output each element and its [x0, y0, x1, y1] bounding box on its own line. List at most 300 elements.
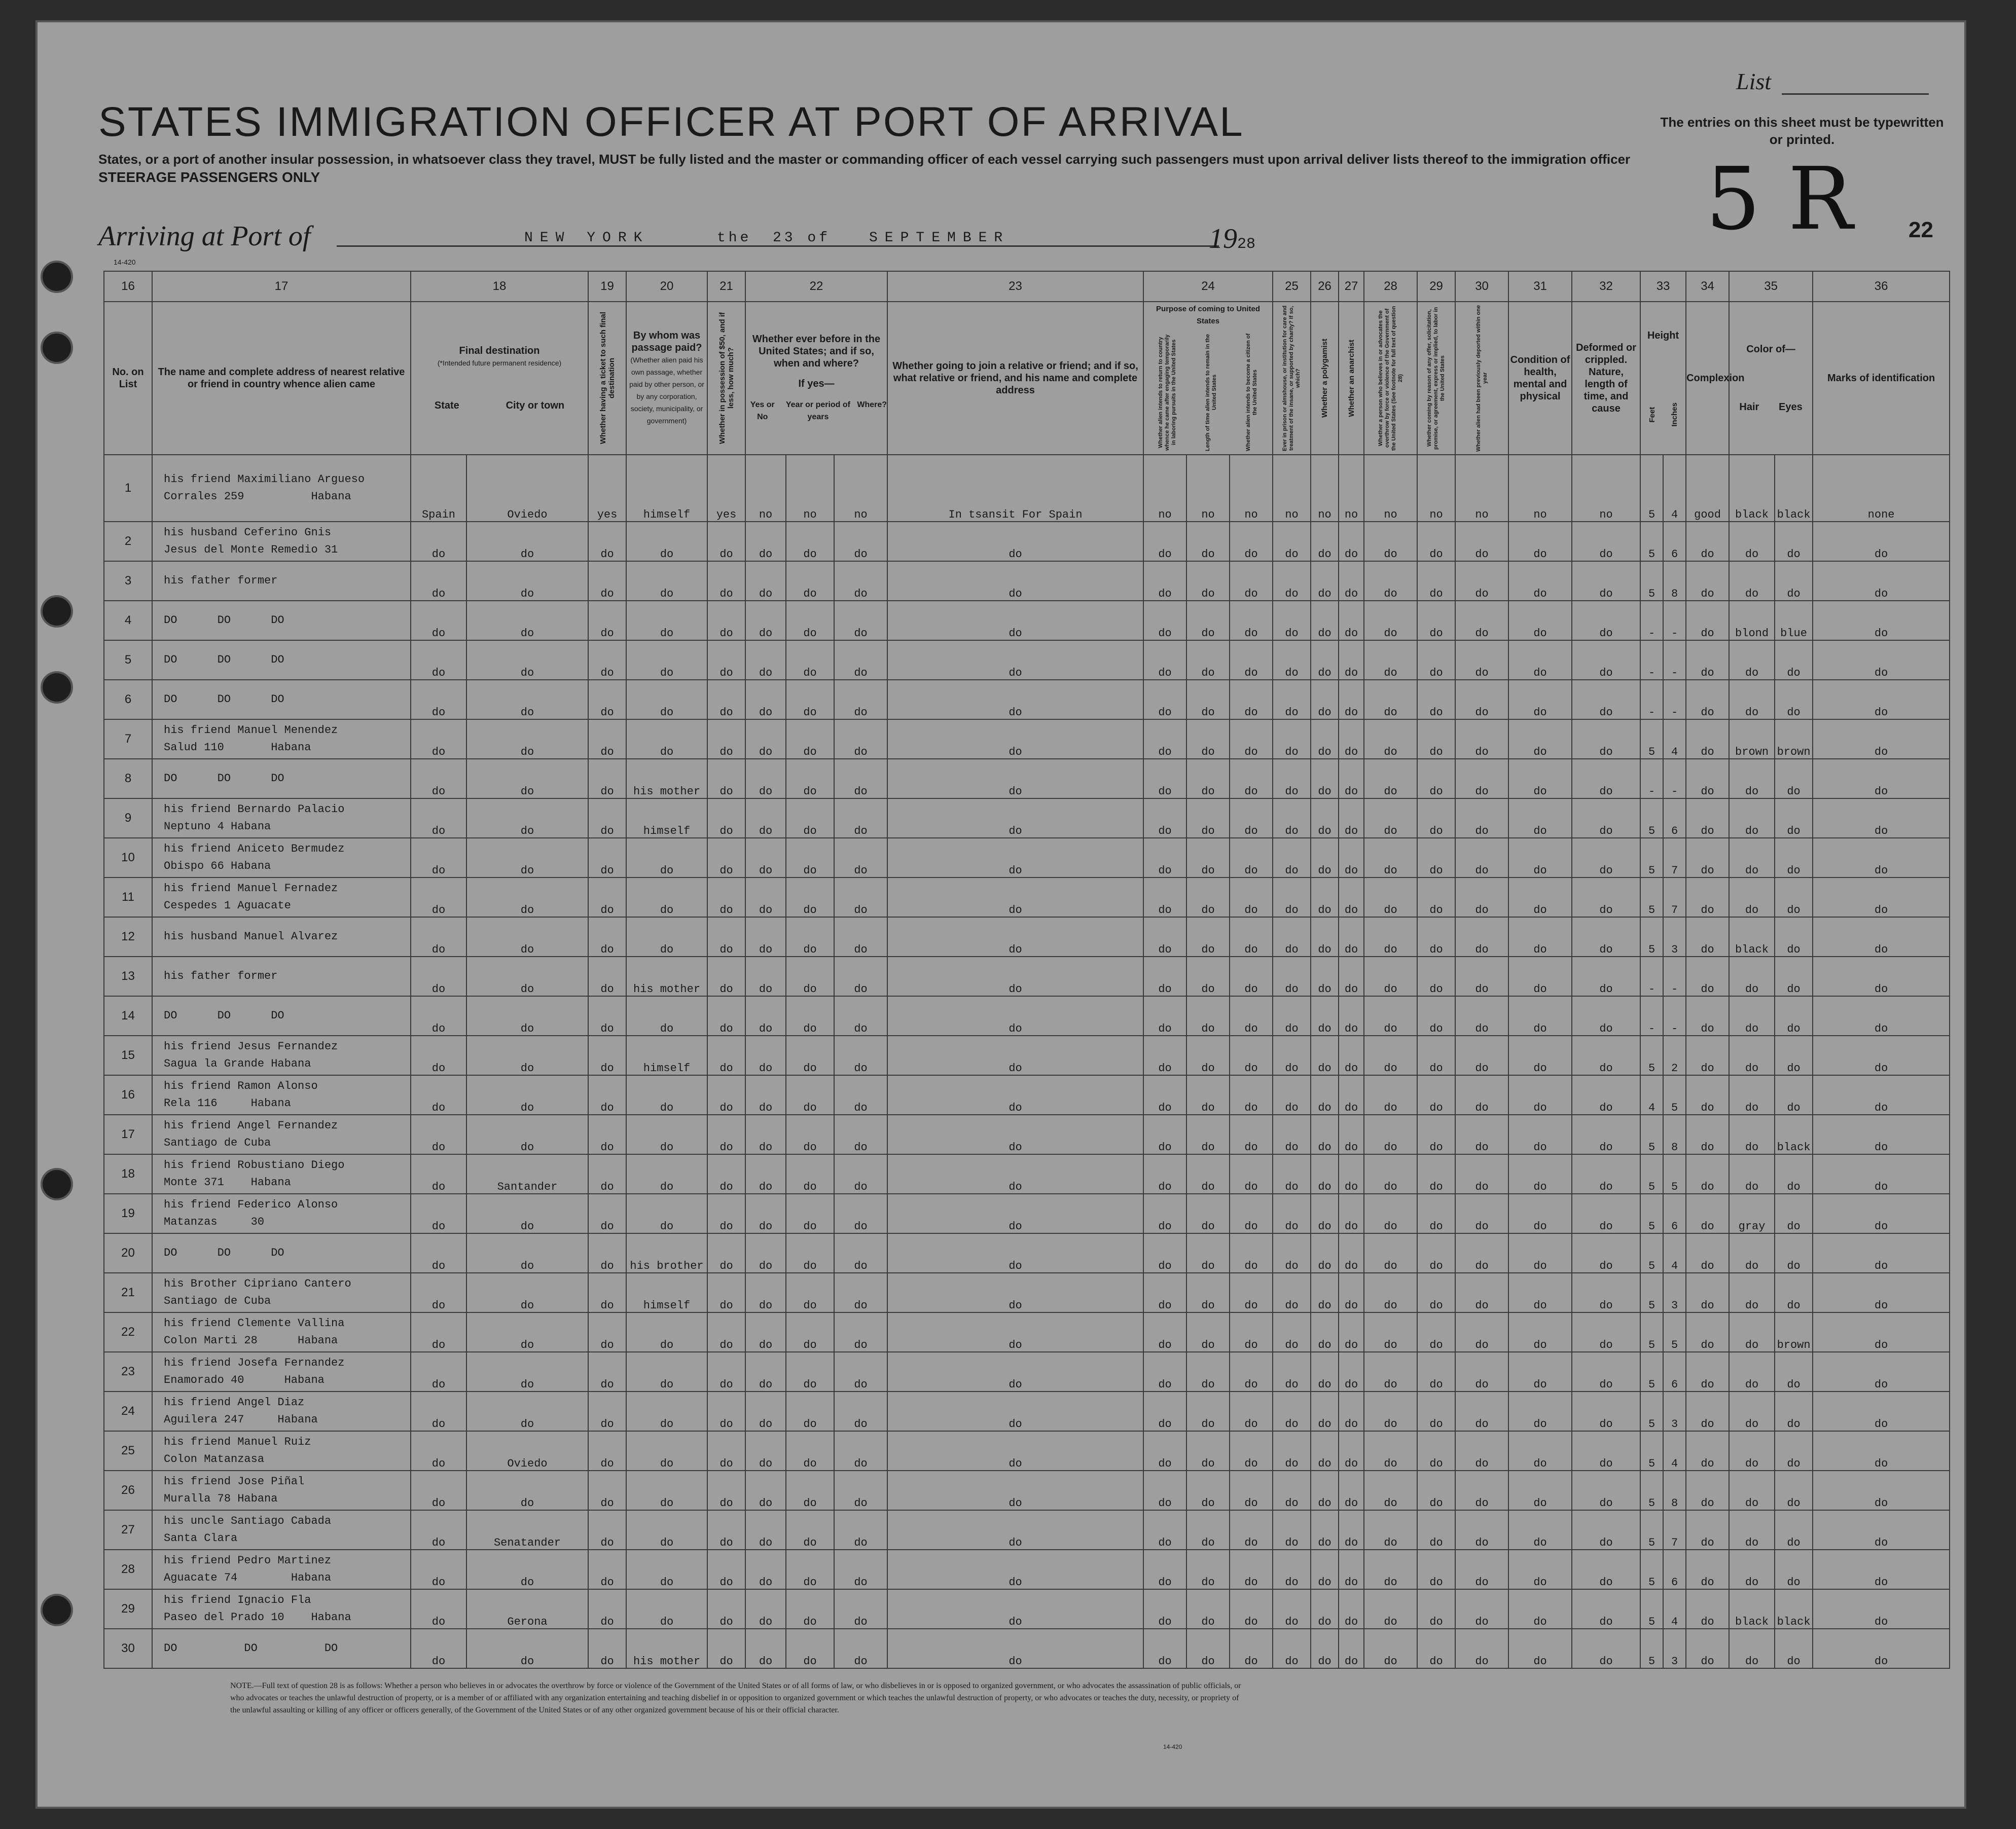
cell-hair: do: [1729, 877, 1775, 917]
column-header-row: [104, 302, 1950, 455]
cell-complexion: do: [1686, 1352, 1729, 1392]
cell-period: no: [786, 455, 834, 522]
cell-marks: do: [1813, 1471, 1950, 1510]
cell-q27: do: [1339, 680, 1364, 719]
cell-q29: no: [1417, 455, 1455, 522]
relative-name: his friend Bernardo Palacio: [164, 803, 345, 816]
cell-paid: do: [626, 1471, 707, 1510]
cell-complexion: good: [1686, 455, 1729, 522]
cell-pa: do: [1143, 1352, 1186, 1392]
cell-period: do: [786, 759, 834, 798]
cell-paid: do: [626, 917, 707, 957]
inches-label: Inches: [1670, 403, 1679, 427]
relative-name: his Brother Cipriano Cantero: [164, 1277, 351, 1290]
cell-poss: do: [707, 1392, 745, 1431]
cell-where: do: [834, 1036, 887, 1075]
cell-ticket: do: [588, 1550, 626, 1589]
cell-yn: do: [745, 1115, 786, 1154]
cell-hair: do: [1729, 522, 1775, 561]
cell-q28: no: [1364, 455, 1417, 522]
cell-q27: do: [1339, 1312, 1364, 1352]
cell-poss: do: [707, 1471, 745, 1510]
row-number: 15: [104, 1036, 152, 1075]
cell-q26: do: [1311, 1431, 1339, 1471]
cell-q25: do: [1273, 1154, 1311, 1194]
cell-period: do: [786, 1431, 834, 1471]
cell-period: do: [786, 1471, 834, 1510]
cell-health: do: [1508, 1036, 1572, 1075]
cell-q27: no: [1339, 455, 1364, 522]
cell-deformed: do: [1572, 1036, 1640, 1075]
cell-city: do: [466, 838, 588, 877]
cell-where: no: [834, 455, 887, 522]
cell-hair: do: [1729, 759, 1775, 798]
cell-marks: do: [1813, 957, 1950, 996]
cell-q27: do: [1339, 957, 1364, 996]
cell-health: do: [1508, 1471, 1572, 1510]
relative-address: Sagua la Grande Habana: [164, 1057, 311, 1070]
cell-inches: 8: [1663, 1471, 1686, 1510]
manifest-row: [104, 759, 1950, 798]
header-purpose: [1143, 302, 1273, 455]
cell-period: do: [786, 1352, 834, 1392]
cell-deformed: do: [1572, 1273, 1640, 1312]
cell-inches: 4: [1663, 455, 1686, 522]
cell-q26: do: [1311, 1629, 1339, 1668]
cell-q28: do: [1364, 1431, 1417, 1471]
cell-q30: do: [1455, 561, 1508, 601]
cell-pc: do: [1230, 1392, 1273, 1431]
cell-pc: do: [1230, 640, 1273, 680]
cell-pb: do: [1186, 1312, 1230, 1352]
cell-pb: do: [1186, 1194, 1230, 1233]
eyes-label: Eyes: [1779, 401, 1803, 413]
row-number: 30: [104, 1629, 152, 1668]
cell-deformed: do: [1572, 1431, 1640, 1471]
cell-where: do: [834, 1115, 887, 1154]
cell-joining: do: [887, 719, 1143, 759]
cell-ticket: do: [588, 1075, 626, 1115]
cell-q28: do: [1364, 1036, 1417, 1075]
row-number: 21: [104, 1273, 152, 1312]
cell-pb: do: [1186, 719, 1230, 759]
row-number: 13: [104, 957, 152, 996]
cell-where: do: [834, 798, 887, 838]
cell-yn: do: [745, 719, 786, 759]
cell-ticket: do: [588, 719, 626, 759]
cell-q27: do: [1339, 640, 1364, 680]
cell-marks: do: [1813, 996, 1950, 1036]
cell-complexion: do: [1686, 1154, 1729, 1194]
cell-pc: do: [1230, 1550, 1273, 1589]
cell-eyes: do: [1775, 1550, 1813, 1589]
cell-pa: do: [1143, 759, 1186, 798]
cell-yn: do: [745, 1273, 786, 1312]
cell-pb: do: [1186, 1154, 1230, 1194]
cell-feet: 5: [1640, 1510, 1663, 1550]
cell-pb: do: [1186, 877, 1230, 917]
cell-period: do: [786, 1312, 834, 1352]
cell-q28: do: [1364, 1312, 1417, 1352]
cell-eyes: do: [1775, 1431, 1813, 1471]
relative-cell: [152, 759, 411, 798]
cell-deformed: do: [1572, 1075, 1640, 1115]
cell-ticket: do: [588, 838, 626, 877]
cell-where: do: [834, 996, 887, 1036]
cell-inches: 6: [1663, 522, 1686, 561]
cell-joining: do: [887, 1036, 1143, 1075]
cell-q26: do: [1311, 1392, 1339, 1431]
cell-state: do: [411, 1392, 466, 1431]
cell-q25: do: [1273, 1589, 1311, 1629]
cell-deformed: do: [1572, 1589, 1640, 1629]
cell-q27: do: [1339, 601, 1364, 640]
cell-pa: do: [1143, 1629, 1186, 1668]
cell-where: do: [834, 1431, 887, 1471]
cell-paid: do: [626, 1550, 707, 1589]
row-number: 29: [104, 1589, 152, 1629]
cell-q25: do: [1273, 1036, 1311, 1075]
col-num: 32: [1572, 271, 1640, 302]
cell-q25: do: [1273, 1471, 1311, 1510]
cell-feet: -: [1640, 601, 1663, 640]
handwritten-list-number: 5 R: [1706, 149, 1853, 249]
cell-q28: do: [1364, 838, 1417, 877]
cell-where: do: [834, 1471, 887, 1510]
cell-hair: do: [1729, 1510, 1775, 1550]
cell-joining: do: [887, 1471, 1143, 1510]
cell-q29: do: [1417, 1589, 1455, 1629]
relative-cell: [152, 1075, 411, 1115]
relative-cell: [152, 1036, 411, 1075]
cell-q27: do: [1339, 1273, 1364, 1312]
cell-ticket: do: [588, 1036, 626, 1075]
cell-q29: do: [1417, 957, 1455, 996]
cell-city: Oviedo: [466, 455, 588, 522]
cell-q28: do: [1364, 759, 1417, 798]
relative-name: his friend Manuel Ruiz: [164, 1436, 311, 1448]
cell-pc: do: [1230, 877, 1273, 917]
cell-eyes: do: [1775, 917, 1813, 957]
binder-hole: [41, 332, 73, 364]
cell-q25: do: [1273, 719, 1311, 759]
cell-q27: do: [1339, 1154, 1364, 1194]
cell-marks: do: [1813, 1194, 1950, 1233]
cell-pa: do: [1143, 680, 1186, 719]
cell-q27: do: [1339, 1431, 1364, 1471]
cell-complexion: do: [1686, 1273, 1729, 1312]
cell-yn: do: [745, 1036, 786, 1075]
cell-feet: 5: [1640, 917, 1663, 957]
header-ticket: Whether having a ticket to such final destination: [598, 312, 616, 445]
cell-q30: do: [1455, 917, 1508, 957]
binder-hole: [41, 261, 73, 293]
col-num: 26: [1311, 271, 1339, 302]
relative-cell: [152, 455, 411, 522]
cell-city: do: [466, 1194, 588, 1233]
cell-pa: do: [1143, 957, 1186, 996]
cell-q28: do: [1364, 877, 1417, 917]
cell-period: do: [786, 1392, 834, 1431]
cell-marks: do: [1813, 759, 1950, 798]
relative-address: Monte 371 Habana: [164, 1176, 291, 1189]
cell-marks: do: [1813, 1352, 1950, 1392]
relative-address: Aguilera 247 Habana: [164, 1413, 318, 1426]
manifest-row: [104, 1629, 1950, 1668]
cell-q30: do: [1455, 838, 1508, 877]
cell-period: do: [786, 561, 834, 601]
cell-feet: 5: [1640, 1154, 1663, 1194]
cell-pa: do: [1143, 1550, 1186, 1589]
col-num: 33: [1640, 271, 1686, 302]
manifest-row: [104, 1471, 1950, 1510]
cell-joining: do: [887, 1194, 1143, 1233]
cell-pa: do: [1143, 798, 1186, 838]
column-number-row: [104, 271, 1950, 302]
cell-q26: do: [1311, 838, 1339, 877]
cell-q29: do: [1417, 1036, 1455, 1075]
cell-paid: himself: [626, 1273, 707, 1312]
cell-complexion: do: [1686, 1194, 1729, 1233]
cell-q25: do: [1273, 957, 1311, 996]
cell-pb: do: [1186, 1233, 1230, 1273]
cell-inches: -: [1663, 640, 1686, 680]
relative-name: his friend Clemente Vallina: [164, 1317, 345, 1330]
cell-q26: do: [1311, 1273, 1339, 1312]
cell-q25: do: [1273, 996, 1311, 1036]
cell-period: do: [786, 1194, 834, 1233]
cell-q25: do: [1273, 1312, 1311, 1352]
cell-deformed: do: [1572, 1115, 1640, 1154]
cell-deformed: do: [1572, 561, 1640, 601]
cell-yn: do: [745, 759, 786, 798]
row-number: 10: [104, 838, 152, 877]
city-label: City or town: [506, 400, 565, 411]
port-value: NEW YORK: [524, 230, 650, 246]
cell-period: do: [786, 917, 834, 957]
row-number: 11: [104, 877, 152, 917]
cell-paid: do: [626, 877, 707, 917]
manifest-row: [104, 1550, 1950, 1589]
relative-address: Salud 110 Habana: [164, 741, 311, 754]
cell-q29: do: [1417, 759, 1455, 798]
cell-q26: do: [1311, 1471, 1339, 1510]
cell-feet: 5: [1640, 798, 1663, 838]
cell-feet: -: [1640, 759, 1663, 798]
cell-q27: do: [1339, 1352, 1364, 1392]
cell-paid: do: [626, 1312, 707, 1352]
footnote-text: —Full text of question 28 is as follows: Whether a person who believes in or advocates the overthrow by force or violence of the Government of the United States or of all forms of law, or who disbelieves in or is opposed to organized government, or who advocates the assassination of public officials, or who advocates or teaches the unlawful destruction of property, or is a member of or affiliated with any organization entertaining and teaching disbelief in or opposition to organized government or which teaches the unlawful destruction of property, or who advocates or teaches the duty, necessity, or propriety of the unlawful assaulting or killing of any officer or officers generally, of the Government of the United States or of any other organized government because of his or their official character.: [230, 1681, 1241, 1714]
relative-address: Jesus del Monte Remedio 31: [164, 543, 338, 556]
cell-pa: do: [1143, 1075, 1186, 1115]
cell-ticket: do: [588, 917, 626, 957]
form-instructions: States, or a port of another insular possession, in whatsoever class they travel, MUST be fully listed and the master or commanding officer of each vessel carrying such passengers must upon arrival deliver lists thereof to the immigration officer: [98, 152, 1631, 167]
cell-paid: himself: [626, 798, 707, 838]
cell-hair: gray: [1729, 1194, 1775, 1233]
cell-joining: do: [887, 1629, 1143, 1668]
manifest-row: [104, 719, 1950, 759]
binder-hole: [41, 595, 73, 628]
cell-inches: 5: [1663, 1154, 1686, 1194]
cell-pc: do: [1230, 680, 1273, 719]
cell-q30: do: [1455, 1510, 1508, 1550]
cell-city: Santander: [466, 1154, 588, 1194]
cell-q30: do: [1455, 1431, 1508, 1471]
cell-where: do: [834, 1352, 887, 1392]
relative-name: DO DO DO: [164, 693, 284, 706]
cell-q30: do: [1455, 957, 1508, 996]
cell-eyes: do: [1775, 798, 1813, 838]
cell-q29: do: [1417, 601, 1455, 640]
col-num: 25: [1273, 271, 1311, 302]
cell-q26: do: [1311, 1154, 1339, 1194]
cell-feet: -: [1640, 640, 1663, 680]
cell-q25: do: [1273, 1392, 1311, 1431]
year-value: [1209, 223, 1255, 255]
cell-state: do: [411, 759, 466, 798]
cell-paid: do: [626, 640, 707, 680]
cell-health: do: [1508, 1115, 1572, 1154]
relative-name: his friend Ramon Alonso: [164, 1080, 318, 1092]
cell-pa: do: [1143, 1589, 1186, 1629]
month-value: SEPTEMBER: [869, 230, 1010, 246]
relative-cell: [152, 522, 411, 561]
relative-cell: [152, 1431, 411, 1471]
cell-feet: 5: [1640, 1194, 1663, 1233]
cell-joining: do: [887, 1352, 1143, 1392]
header-q28: Whether a person who believes in or advocates the overthrow by force or violence of the Government of the United States (See footnote for full text of question 28): [1377, 306, 1403, 451]
cell-marks: do: [1813, 1036, 1950, 1075]
cell-poss: do: [707, 1550, 745, 1589]
cell-health: do: [1508, 1431, 1572, 1471]
cell-joining: do: [887, 996, 1143, 1036]
cell-hair: do: [1729, 1352, 1775, 1392]
cell-state: do: [411, 1352, 466, 1392]
cell-feet: 5: [1640, 1352, 1663, 1392]
cell-q30: do: [1455, 1312, 1508, 1352]
cell-hair: do: [1729, 1036, 1775, 1075]
cell-yn: do: [745, 1352, 786, 1392]
cell-marks: do: [1813, 561, 1950, 601]
header-possession: Whether in possession of $50, and if less, how much?: [717, 312, 735, 445]
manifest-row: [104, 640, 1950, 680]
cell-poss: do: [707, 1431, 745, 1471]
relative-name: his father former: [164, 970, 278, 982]
cell-deformed: do: [1572, 1154, 1640, 1194]
cell-city: do: [466, 561, 588, 601]
year-suffix: 28: [1237, 236, 1256, 253]
cell-feet: 5: [1640, 877, 1663, 917]
cell-q30: do: [1455, 1273, 1508, 1312]
cell-pb: do: [1186, 798, 1230, 838]
relative-cell: [152, 1471, 411, 1510]
cell-feet: 5: [1640, 1273, 1663, 1312]
cell-poss: do: [707, 1312, 745, 1352]
cell-paid: do: [626, 996, 707, 1036]
cell-health: do: [1508, 917, 1572, 957]
relative-address: Neptuno 4 Habana: [164, 820, 271, 833]
cell-q25: do: [1273, 601, 1311, 640]
cell-q25: do: [1273, 1352, 1311, 1392]
cell-deformed: do: [1572, 838, 1640, 877]
cell-pa: do: [1143, 1471, 1186, 1510]
cell-feet: 5: [1640, 1471, 1663, 1510]
cell-q25: do: [1273, 1194, 1311, 1233]
col-num: 29: [1417, 271, 1455, 302]
cell-feet: 5: [1640, 838, 1663, 877]
cell-feet: 5: [1640, 1431, 1663, 1471]
cell-inches: 8: [1663, 1115, 1686, 1154]
row-number: 6: [104, 680, 152, 719]
relative-cell: [152, 640, 411, 680]
the-label: the: [717, 230, 752, 246]
cell-q30: do: [1455, 601, 1508, 640]
cell-feet: 5: [1640, 1550, 1663, 1589]
cell-yn: do: [745, 1589, 786, 1629]
manifest-row: [104, 1036, 1950, 1075]
cell-hair: do: [1729, 640, 1775, 680]
final-destination-sub: (*Intended future permanent residence): [437, 359, 562, 367]
cell-city: do: [466, 1233, 588, 1273]
cell-yn: do: [745, 522, 786, 561]
cell-pc: do: [1230, 917, 1273, 957]
cell-period: do: [786, 1233, 834, 1273]
manifest-table: [103, 271, 1950, 1669]
cell-city: Gerona: [466, 1589, 588, 1629]
cell-q27: do: [1339, 1629, 1364, 1668]
purpose-c: Whether alien intends to become a citizen of the United States: [1245, 333, 1258, 452]
cell-q30: do: [1455, 1036, 1508, 1075]
yes-no-label: Yes or No: [750, 400, 775, 421]
relative-name: his friend Angel Diaz: [164, 1396, 305, 1409]
cell-marks: do: [1813, 1075, 1950, 1115]
row-number: 4: [104, 601, 152, 640]
cell-eyes: black: [1775, 1589, 1813, 1629]
relative-cell: [152, 1312, 411, 1352]
color-of-label: Color of—: [1746, 344, 1795, 355]
cell-where: do: [834, 957, 887, 996]
cell-ticket: do: [588, 1431, 626, 1471]
cell-inches: -: [1663, 680, 1686, 719]
cell-eyes: do: [1775, 1233, 1813, 1273]
row-number: 24: [104, 1392, 152, 1431]
cell-inches: 5: [1663, 1312, 1686, 1352]
cell-inches: 6: [1663, 798, 1686, 838]
cell-complexion: do: [1686, 522, 1729, 561]
cell-paid: do: [626, 1392, 707, 1431]
cell-q27: do: [1339, 838, 1364, 877]
cell-hair: do: [1729, 1273, 1775, 1312]
cell-health: do: [1508, 1352, 1572, 1392]
cell-state: do: [411, 877, 466, 917]
cell-q29: do: [1417, 1115, 1455, 1154]
cell-q30: do: [1455, 1154, 1508, 1194]
cell-health: do: [1508, 1312, 1572, 1352]
cell-yn: do: [745, 1471, 786, 1510]
cell-poss: yes: [707, 455, 745, 522]
cell-q25: do: [1273, 1629, 1311, 1668]
cell-q25: do: [1273, 917, 1311, 957]
cell-joining: do: [887, 1115, 1143, 1154]
cell-q25: do: [1273, 877, 1311, 917]
cell-feet: 5: [1640, 522, 1663, 561]
cell-q30: do: [1455, 522, 1508, 561]
cell-feet: 4: [1640, 1075, 1663, 1115]
cell-inches: 7: [1663, 838, 1686, 877]
cell-where: do: [834, 1392, 887, 1431]
cell-pa: do: [1143, 1392, 1186, 1431]
relative-name: his friend Aniceto Bermudez: [164, 843, 345, 855]
